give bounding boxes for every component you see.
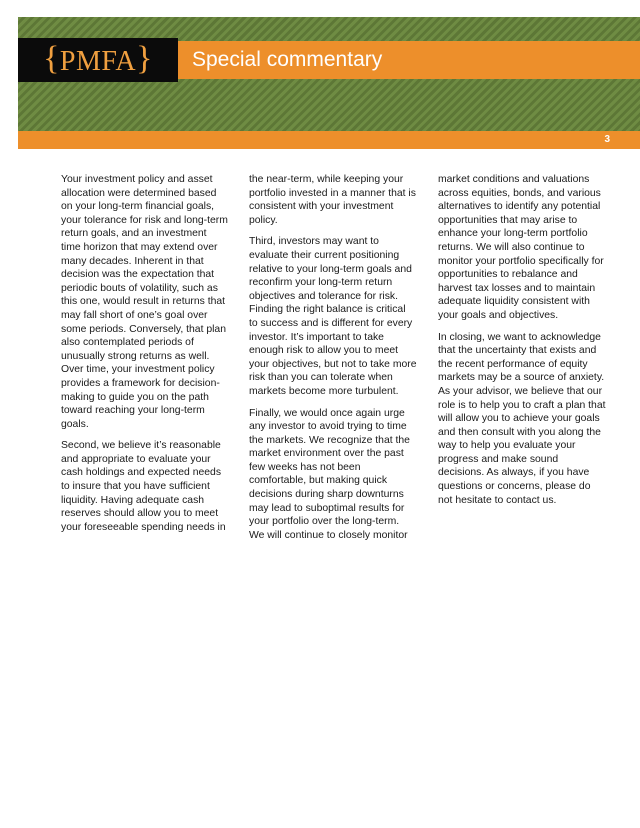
text-line: consistent with your investment <box>249 201 394 213</box>
text-line: Finally, we would once again urge <box>249 407 405 419</box>
text-line: returns. We will also continue to <box>438 241 585 253</box>
text-line: enough risk to allow you to meet <box>249 345 399 357</box>
text-line: and appropriate to evaluate your <box>61 453 211 465</box>
text-line: policy. <box>249 214 278 226</box>
text-line: risk than you can tolerate when <box>249 372 393 384</box>
text-line: on your long-term financial goals, <box>61 201 215 213</box>
paragraph <box>249 407 419 543</box>
text-line: markets become more turbulent. <box>249 385 399 397</box>
text-line: and then consult with you along the <box>438 426 601 438</box>
text-line: progress and make sound <box>438 453 559 465</box>
text-line: provides a framework for decision- <box>61 377 220 389</box>
text-line: allocation were determined based <box>61 187 217 199</box>
header-bottom-strip <box>18 131 640 149</box>
logo-text <box>43 41 153 79</box>
text-line: objectives and tolerance for risk. <box>249 290 399 302</box>
text-line: this one, would result in returns that <box>61 296 226 308</box>
text-line: any investor to avoid trying to time <box>249 421 407 433</box>
paragraph <box>438 173 608 323</box>
text-line: Finding the right balance is critical <box>249 304 406 316</box>
text-line: to insure that you have sufficient <box>61 481 210 493</box>
text-line: may lead to suboptimal results for <box>249 502 405 514</box>
text-line: opportunities to rebalance and <box>438 269 578 281</box>
text-line: will allow you to achieve your goals <box>438 413 600 425</box>
text-line: reconfirm your long-term return <box>249 277 393 289</box>
text-line: Second, we believe it’s reasonable <box>61 440 221 452</box>
logo-name: PMFA <box>59 46 137 77</box>
text-column-1 <box>61 173 231 542</box>
logo-brace-open: { <box>43 40 60 77</box>
paragraph <box>438 331 608 508</box>
text-line: Third, investors may want to <box>249 236 379 248</box>
text-line: As your advisor, we believe that our <box>438 385 603 397</box>
text-line: your objectives, but not to take more <box>249 358 417 370</box>
paragraph <box>249 235 419 398</box>
text-line: also contemplated periods of <box>61 337 194 349</box>
text-line: your tolerance for risk and long-term <box>61 214 228 226</box>
text-line: many decades. Inherent in that <box>61 255 204 267</box>
text-line: evaluate their current positioning <box>249 249 400 261</box>
text-line: relative to your long-term goals and <box>249 263 412 275</box>
text-line: that the uncertainty that exists and <box>438 345 597 357</box>
pmfa-logo <box>18 38 178 82</box>
text-line: decision was the expectation that <box>61 269 215 281</box>
text-line: not hesitate to contact us. <box>438 494 557 506</box>
text-column-2 <box>249 173 419 550</box>
text-line: We will continue to closely monitor <box>249 529 408 541</box>
text-line: investor. It’s important to take <box>249 331 384 343</box>
text-line: liquidity. Having adequate cash <box>61 494 205 506</box>
text-line: the markets. We recognize that the <box>249 434 410 446</box>
text-column-3 <box>438 173 608 515</box>
text-line: markets may be a source of anxiety. <box>438 372 605 384</box>
text-line: the recent performance of equity <box>438 358 588 370</box>
text-line: few weeks has not been <box>249 461 361 473</box>
text-line: alternatives to identify any potential <box>438 201 601 213</box>
text-line: decisions during sharp downturns <box>249 489 404 501</box>
text-line: role is to help you to craft a plan that <box>438 399 606 411</box>
text-line: way to help you evaluate your <box>438 440 576 452</box>
text-line: making to guide you on the path <box>61 391 209 403</box>
text-line: adequate liquidity consistent with <box>438 296 590 308</box>
text-line: toward reaching your long-term <box>61 405 205 417</box>
text-line: portfolio invested in a manner that is <box>249 187 416 199</box>
text-line: reserves should allow you to meet <box>61 508 219 520</box>
text-line: opportunities that may arise to <box>438 214 578 226</box>
text-line: some periods. Conversely, that plan <box>61 323 226 335</box>
section-title: Special commentary <box>192 48 383 71</box>
text-line: monitor your portfolio specifically for <box>438 255 604 267</box>
text-line: market conditions and valuations <box>438 174 590 185</box>
text-line: return goals, and an investment <box>61 228 207 240</box>
text-line: questions or concerns, please do <box>438 481 591 493</box>
page-number: 3 <box>604 134 610 145</box>
paragraph <box>61 173 231 431</box>
paragraph <box>249 173 419 227</box>
text-line: time horizon that may extend over <box>61 241 218 253</box>
logo-brace-close: } <box>136 40 153 77</box>
text-line: goals. <box>61 418 89 430</box>
text-line: Your investment policy and asset <box>61 174 213 185</box>
text-line: periodic bouts of volatility, such as <box>61 282 218 294</box>
text-line: Over time, your investment policy <box>61 364 215 376</box>
text-line: across equities, bonds, and various <box>438 187 601 199</box>
text-line: comfortable, but making quick <box>249 475 388 487</box>
text-line: unusually strong returns as well. <box>61 350 210 362</box>
paragraph <box>61 439 231 534</box>
text-line: enhance your long-term portfolio <box>438 228 588 240</box>
text-line: the near-term, while keeping your <box>249 174 404 185</box>
text-line: In closing, we want to acknowledge <box>438 331 601 343</box>
text-line: harvest tax losses and to maintain <box>438 282 596 294</box>
text-line: market environment over the past <box>249 448 404 460</box>
text-line: may fall short of one’s goal over <box>61 309 208 321</box>
text-line: decisions. As always, if you have <box>438 467 590 479</box>
text-line: your goals and objectives. <box>438 309 559 321</box>
text-line: to success and is different for every <box>249 317 413 329</box>
text-line: your portfolio over the long-term. <box>249 516 400 528</box>
text-line: cash holdings and expected needs <box>61 467 222 479</box>
text-line: your foreseeable spending needs in <box>61 521 226 533</box>
